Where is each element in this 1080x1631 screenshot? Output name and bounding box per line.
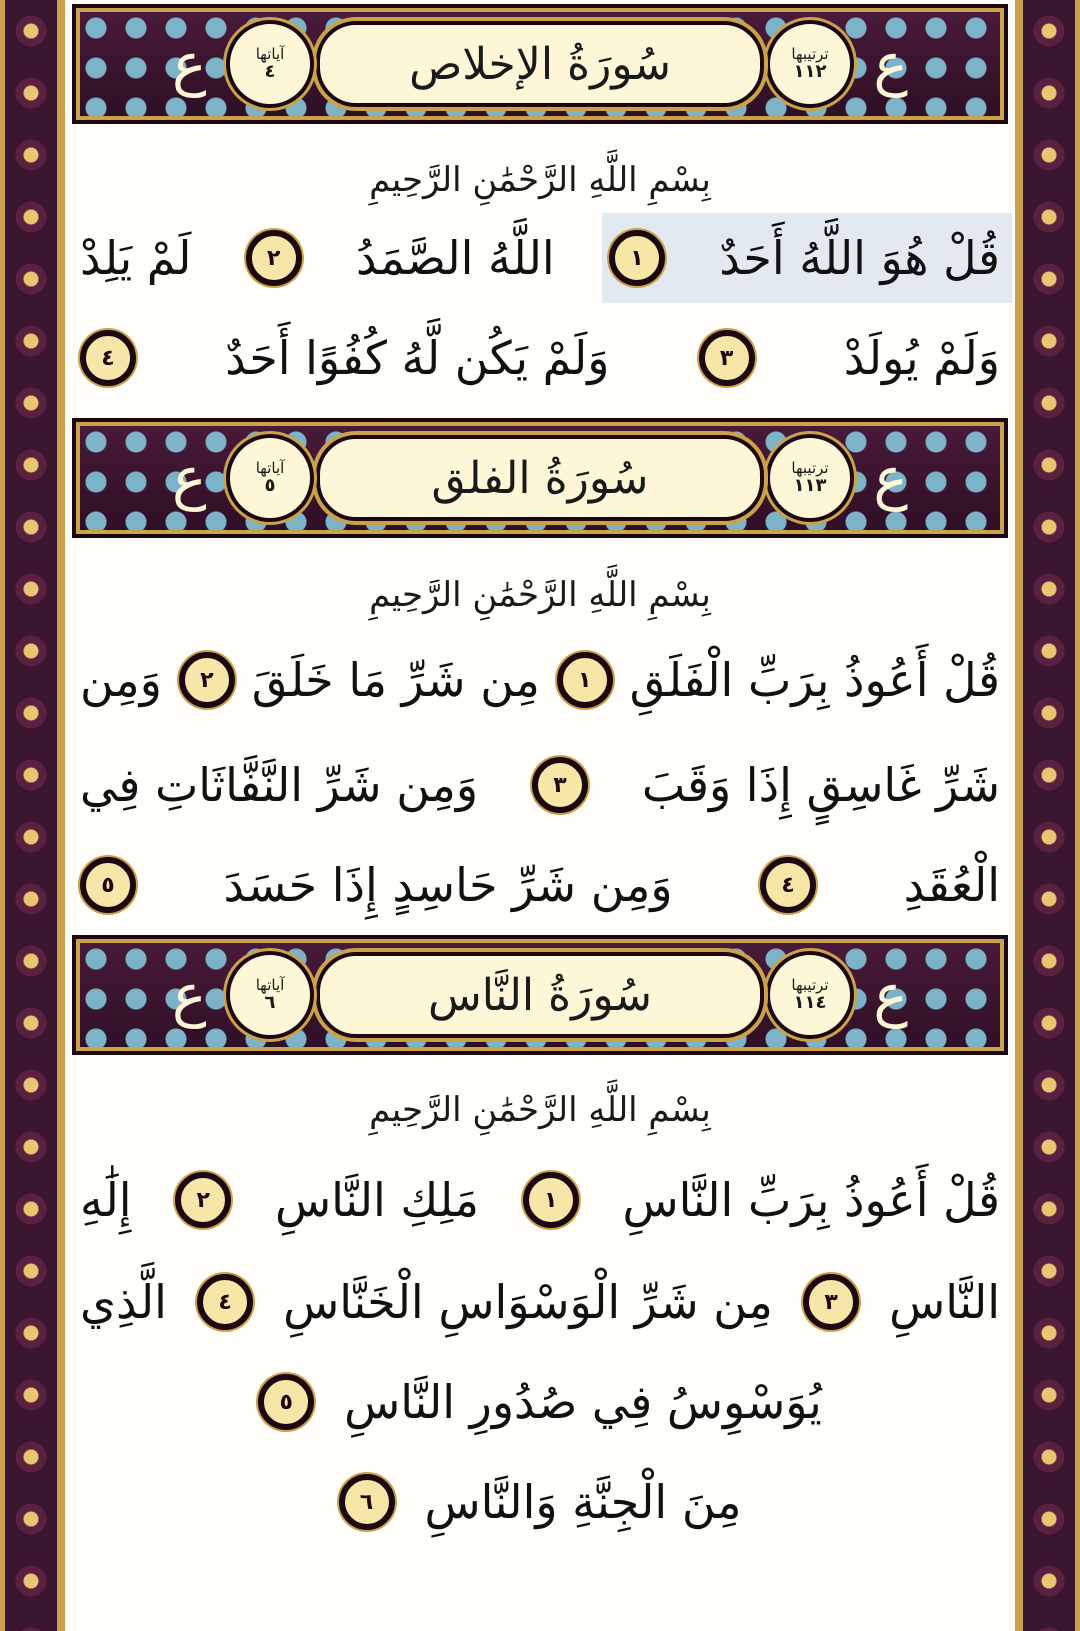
ayah-number-marker[interactable]: ٤	[760, 857, 816, 913]
ornamental-border-left	[0, 0, 62, 1631]
ayah-text[interactable]: وَمِن شَرِّ حَاسِدٍ إِذَا حَسَدَ	[223, 858, 673, 912]
verse-line	[80, 640, 1000, 720]
basmala: بِسْمِ اللَّهِ الرَّحْمَٰنِ الرَّحِيمِ	[369, 1090, 711, 1130]
basmala: بِسْمِ اللَّهِ الرَّحْمَٰنِ الرَّحِيمِ	[369, 575, 711, 615]
surah-header-nas[interactable]	[72, 935, 1008, 1055]
knot-ornament-icon: ع	[873, 444, 908, 512]
ayah-text[interactable]: الْعُقَدِ	[903, 858, 1000, 912]
surah-order-medallion: ترتيبها ١١٢	[766, 20, 854, 108]
ayah-text[interactable]: شَرِّ غَاسِقٍ إِذَا وَقَبَ	[641, 758, 1000, 812]
ayah-text[interactable]: وَمِن	[80, 653, 162, 707]
ayah-text[interactable]: وَمِن شَرِّ النَّفَّاثَاتِ فِي	[80, 758, 479, 812]
ayah-text[interactable]: قُلْ هُوَ اللَّهُ أَحَدٌ	[719, 231, 1000, 285]
surah-header-falaq[interactable]	[72, 418, 1008, 538]
ayah-text[interactable]: وَلَمْ يُولَدْ	[843, 331, 1000, 385]
knot-ornament-icon: ع	[172, 30, 207, 98]
ayah-number-marker[interactable]: ٣	[699, 330, 755, 386]
surah-order-medallion: ترتيبها ١١٤	[766, 951, 854, 1039]
ayah-number-marker[interactable]: ١	[557, 652, 613, 708]
ayah-text[interactable]: الَّذِي	[80, 1275, 167, 1329]
verse-line	[80, 1160, 1000, 1240]
knot-ornament-icon: ع	[873, 961, 908, 1029]
ayah-number-marker[interactable]: ٤	[80, 330, 136, 386]
knot-ornament-icon: ع	[172, 961, 207, 1029]
ayah-number-marker[interactable]: ١	[609, 230, 665, 286]
ayah-count-medallion: آياتها ٥	[226, 434, 314, 522]
ayah-text[interactable]: وَلَمْ يَكُن لَّهُ كُفُوًا أَحَدٌ	[225, 331, 610, 385]
verse-line	[80, 1462, 1000, 1542]
ayah-text[interactable]: لَمْ يَلِدْ	[80, 231, 192, 285]
verse-line	[80, 318, 1000, 398]
ornamental-border-right	[1018, 0, 1080, 1631]
ayah-text[interactable]: إِلَٰهِ	[80, 1173, 132, 1227]
verse-line	[80, 1362, 1000, 1442]
surah-header-ikhlas[interactable]	[72, 4, 1008, 124]
surah-title: سُورَةُ الفلق	[316, 435, 764, 521]
ayah-text[interactable]: قُلْ أَعُوذُ بِرَبِّ النَّاسِ	[622, 1173, 1000, 1227]
ayah-number-marker[interactable]: ٤	[197, 1274, 253, 1330]
ayah-count-medallion: آياتها ٦	[226, 951, 314, 1039]
ayah-text[interactable]: اللَّهُ الصَّمَدُ	[355, 231, 555, 285]
surah-title: سُورَةُ النَّاس	[316, 952, 764, 1038]
basmala: بِسْمِ اللَّهِ الرَّحْمَٰنِ الرَّحِيمِ	[369, 160, 711, 200]
ayah-number-marker[interactable]: ٣	[803, 1274, 859, 1330]
ayah-number-marker[interactable]: ٢	[175, 1172, 231, 1228]
verse-line	[80, 218, 1000, 298]
ayah-number-marker[interactable]: ١	[523, 1172, 579, 1228]
knot-ornament-icon: ع	[873, 30, 908, 98]
surah-title: سُورَةُ الإخلاص	[316, 21, 764, 107]
surah-order-medallion: ترتيبها ١١٣	[766, 434, 854, 522]
ayah-number-marker[interactable]: ٦	[339, 1474, 395, 1530]
verse-line	[80, 845, 1000, 925]
ayah-number-marker[interactable]: ٣	[532, 757, 588, 813]
ayah-number-marker[interactable]: ٢	[179, 652, 235, 708]
ayah-number-marker[interactable]: ٥	[258, 1374, 314, 1430]
verse-line	[80, 1262, 1000, 1342]
ayah-text[interactable]: النَّاسِ	[889, 1275, 1000, 1329]
ayah-number-marker[interactable]: ٥	[80, 857, 136, 913]
ayah-text[interactable]: مَلِكِ النَّاسِ	[274, 1173, 480, 1227]
knot-ornament-icon: ع	[172, 444, 207, 512]
ayah-text[interactable]: مِن شَرِّ مَا خَلَقَ	[251, 653, 540, 707]
ayah-text[interactable]: قُلْ أَعُوذُ بِرَبِّ الْفَلَقِ	[629, 653, 1000, 707]
ayah-number-marker[interactable]: ٢	[246, 230, 302, 286]
ayah-text[interactable]: مِن شَرِّ الْوَسْوَاسِ الْخَنَّاسِ	[283, 1275, 773, 1329]
ayah-count-medallion: آياتها ٤	[226, 20, 314, 108]
ayah-text[interactable]: مِنَ الْجِنَّةِ وَالنَّاسِ	[424, 1475, 742, 1529]
verse-line	[80, 745, 1000, 825]
ayah-text[interactable]: يُوَسْوِسُ فِي صُدُورِ النَّاسِ	[344, 1375, 822, 1429]
